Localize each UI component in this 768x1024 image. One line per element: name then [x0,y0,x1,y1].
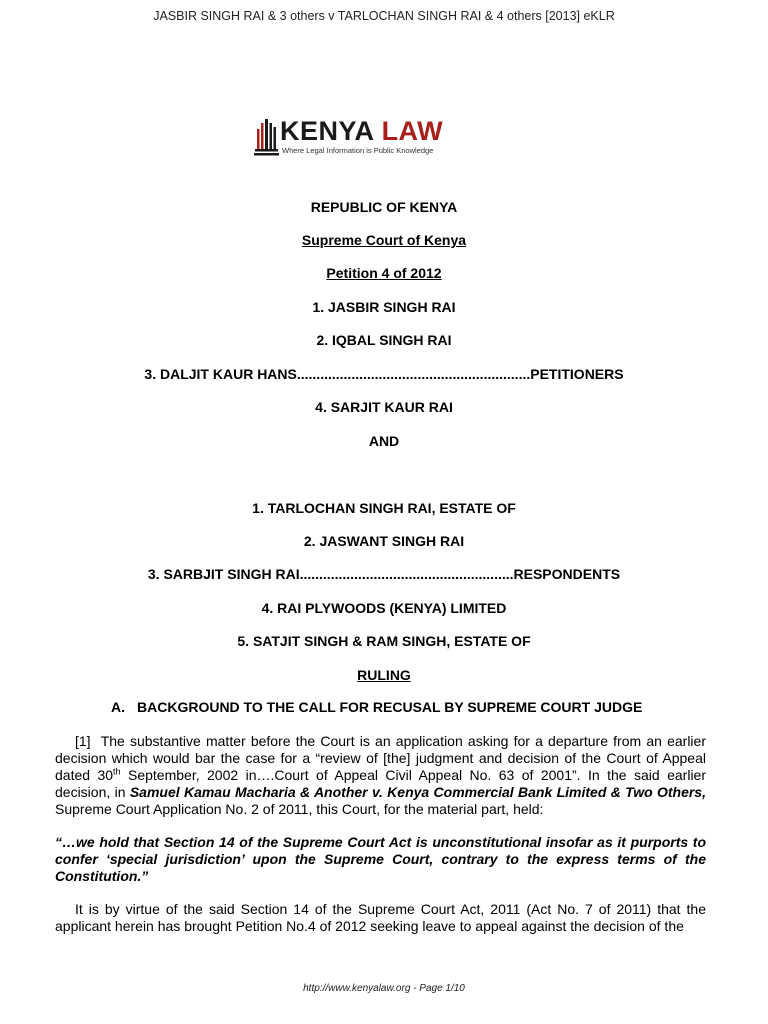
respondent-5: 5. SATJIT SINGH & RAM SINGH, ESTATE OF [237,633,531,649]
republic-heading: REPUBLIC OF KENYA [310,199,458,215]
running-header: JASBIR SINGH RAI & 3 others v TARLOCHAN SINGH RAI & 4 others [2013] eKLR [153,9,615,23]
kenya-law-logo [254,117,469,159]
paragraph-2 [55,901,706,935]
respondent-4: 4. RAI PLYWOODS (KENYA) LIMITED [261,600,507,616]
paragraph-1 [55,733,706,818]
block-quote-text: “…we hold that Section 14 of the Supreme Court Act is unconstitutional insofar as it purports to confer ‘special jurisdiction’ upon the Supreme Court, contrary to the express terms of the Constitution.” [55,834,706,884]
case-citation: Samuel Kamau Macharia & Another v. Kenya Commercial Bank Limited & Two Others, [129,784,706,800]
page-footer: http://www.kenyalaw.org - Page 1/10 [303,983,465,994]
respondent-2: 2. JASWANT SINGH RAI [303,533,465,549]
paragraph-1-text-a: The substantive matter before the Court is an application asking for a departure from an earlier decision which would bar the case for a “review of [the] judgment and decision of the Court of Appeal dated 30 [55,733,706,783]
paragraph-1-number: [1] [75,733,91,749]
petitioner-3: 3. DALJIT KAUR HANS............................................................PETITIONERS [144,366,624,382]
court-name: Supreme Court of Kenya [301,232,467,248]
block-quote [55,834,706,885]
petitioner-4: 4. SARJIT KAUR RAI [315,399,453,415]
ruling-heading: RULING [357,667,411,683]
pillars-icon [254,117,280,157]
petitioner-1: 1. JASBIR SINGH RAI [312,299,456,315]
paragraph-1-text-c: Supreme Court Application No. 2 of 2011, this Court, for the material part, held: [55,801,544,817]
logo-word-kenya: KENYA [280,116,374,146]
logo-wordmark [280,116,443,146]
respondent-3: 3. SARBJIT SINGH RAI.......................................................RESPONDENTS [147,566,621,582]
section-a-letter: A. [111,699,125,715]
section-a-title: BACKGROUND TO THE CALL FOR RECUSAL BY SUPREME COURT JUDGE [137,699,643,715]
paragraph-1-text-b: September, 2002 in….Court of Appeal Civil Appeal No. 63 of 2001”. In the said earlier decision, in [55,767,706,800]
section-a-heading [111,699,642,715]
paragraph-1-superscript: th [113,766,121,777]
paragraph-2-text: It is by virtue of the said Section 14 of the Supreme Court Act, 2011 (Act No. 7 of 2011) that the applicant herein has brought Petition No.4 of 2012 seeking leave to appeal against the decision of the [55,901,706,934]
petitioner-2: 2. IQBAL SINGH RAI [316,332,452,348]
respondent-1: 1. TARLOCHAN SINGH RAI, ESTATE OF [252,500,516,516]
and-separator: AND [368,433,400,449]
logo-word-law: LAW [381,116,444,146]
logo-tagline: Where Legal Information is Public Knowledge [282,146,434,155]
petition-number: Petition 4 of 2012 [326,265,442,281]
